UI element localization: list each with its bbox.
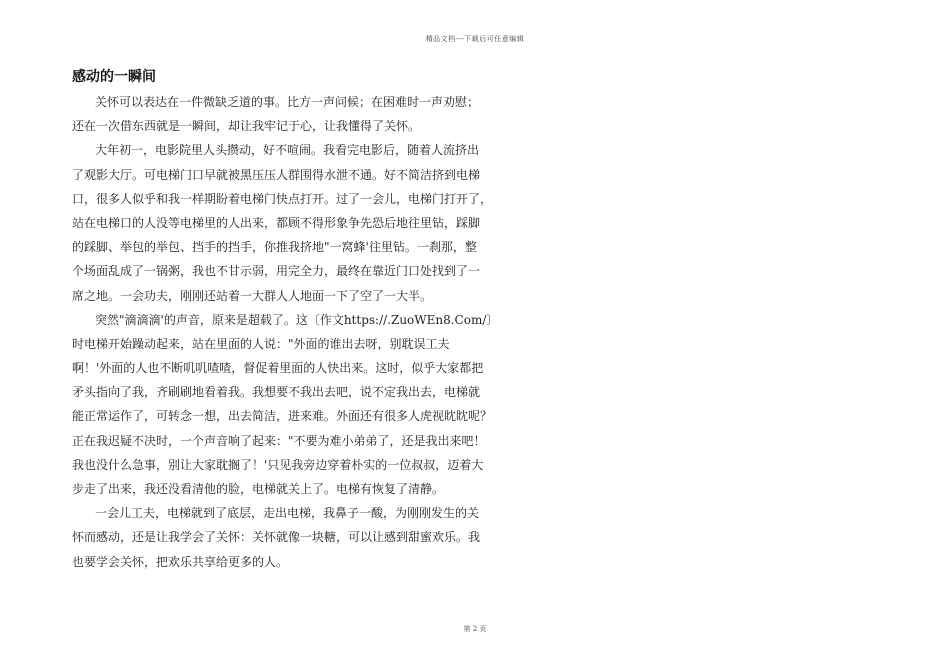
text-line: 步走了出来，我还没看清他的脸，电梯就关上了。电梯有恢复了清静。 bbox=[72, 482, 445, 496]
text-line: 矛头指向了我，齐刷刷地看着我。我想要不我出去吧，说不定我出去，电梯就 bbox=[72, 385, 481, 400]
text-line: 口，很多人似乎和我一样期盼着电梯门快点打开。过了一会儿，电梯门打开了， bbox=[72, 191, 493, 206]
text-line: 能正常运作了，可转念一想，出去简洁，进来难。外面还有很多人虎视眈眈呢？ bbox=[72, 409, 493, 424]
text-line: 也要学会关怀，把欢乐共享给更多的人。 bbox=[72, 554, 289, 569]
text-line: 一会儿工夫，电梯就到了底层，走出电梯，我鼻子一酸，为刚刚发生的关 bbox=[95, 506, 480, 521]
text-line: 站在电梯口的人没等电梯里的人出来，都顾不得形象争先恐后地往里钻，踩脚 bbox=[72, 215, 481, 230]
text-line: 突然"滴滴滴'的声音，原来是超载了。这〔作文https://.ZuoWEn8.Com/〕 bbox=[95, 312, 499, 327]
text-line: 关怀可以表达在一件微缺乏道的事。比方一声问候；在困难时一声劝慰； bbox=[95, 95, 480, 109]
document-body bbox=[72, 90, 499, 574]
text-line: 正在我迟疑不决时，一个声音响了起来："不要为难小弟弟了，还是我出来吧！ bbox=[72, 433, 486, 448]
text-line: 我也没什么急事，别让大家耽搁了！'只见我旁边穿着朴实的一位叔叔，迈着大 bbox=[72, 457, 484, 472]
text-line: 时电梯开始躁动起来，站在里面的人说："外面的谁出去呀，别耽误工夫 bbox=[72, 336, 450, 351]
text-line: 还在一次借东西就是一瞬间，却让我牢记于心，让我懂得了关怀。 bbox=[72, 119, 421, 134]
text-line: 大年初一，电影院里人头攒动，好不喧闹。我看完电影后，随着人流挤出 bbox=[95, 143, 480, 158]
text-line: 了观影大厅。可电梯门口早就被黑压压人群围得水泄不通。好不简洁挤到电梯 bbox=[72, 167, 481, 182]
text-line: 席之地。一会功夫，刚刚还站着一大群人人地面一下了空了一大半。 bbox=[72, 288, 433, 303]
text-line: 的踩脚、举包的举包、挡手的挡手，你推我挤地"一窝蜂'往里钻。一刹那，整 bbox=[72, 240, 477, 255]
page-header: 精品文档---下载后可任意编辑 bbox=[425, 35, 525, 43]
page-number: 第 2 页 bbox=[463, 625, 487, 633]
text-line: 怀而感动，还是让我学会了关怀：关怀就像一块糖，可以让感到甜蜜欢乐。我 bbox=[72, 530, 481, 545]
text-line: 个场面乱成了一锅粥，我也不甘示弱，用完全力，最终在靠近门口处找到了一 bbox=[72, 264, 481, 279]
document-title: 感动的一瞬间 bbox=[72, 69, 156, 85]
text-line: 啊！'外面的人也不断叽叽喳喳，督促着里面的人快出来。这时，似乎大家都把 bbox=[72, 361, 484, 376]
